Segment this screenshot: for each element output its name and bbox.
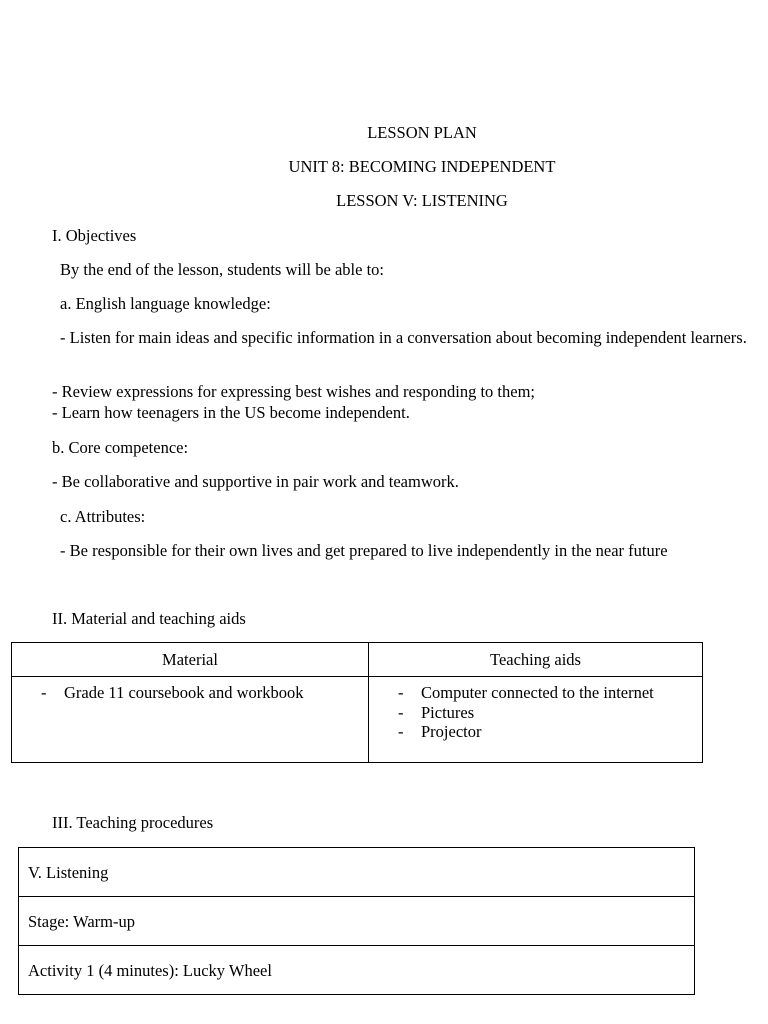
materials-table (11, 642, 703, 763)
knowledge-heading: a. English language knowledge: (60, 294, 271, 313)
competence-heading: b. Core competence: (52, 438, 189, 457)
procedures-heading: III. Teaching procedures (52, 813, 214, 832)
teaching-aids-cell (369, 677, 703, 763)
attributes-heading: c. Attributes: (60, 507, 146, 526)
knowledge-item: - Review expressions for expressing best wishes and responding to them; (52, 382, 535, 401)
knowledge-item: - Listen for main ideas and specific information in a conversation about becoming independent learners. (60, 328, 747, 347)
table-row: Activity 1 (4 minutes): Lucky Wheel (19, 946, 695, 995)
attributes-item: - Be responsible for their own lives and get prepared to live independently in the near future (60, 541, 668, 560)
materials-heading: II. Material and teaching aids (52, 609, 246, 628)
procedures-table (18, 847, 695, 995)
knowledge-item: - Learn how teenagers in the US become independent. (52, 403, 410, 422)
material-list (12, 683, 368, 703)
list-item: - Grade 11 coursebook and workbook (41, 683, 304, 702)
table-row: V. Listening (19, 848, 695, 897)
teaching-aids-column-header: Teaching aids (369, 643, 703, 677)
teaching-aids-list (369, 683, 702, 742)
lesson-title: LESSON V: LISTENING (336, 191, 508, 210)
objectives-intro: By the end of the lesson, students will be able to: (60, 260, 384, 279)
list-item: - Pictures (398, 702, 475, 722)
material-cell (12, 677, 369, 763)
list-item: - Computer connected to the internet (398, 683, 654, 702)
table-row: Stage: Warm-up (19, 897, 695, 946)
list-item: - Projector (398, 722, 482, 741)
objectives-heading: I. Objectives (52, 226, 137, 245)
competence-item: - Be collaborative and supportive in pair work and teamwork. (52, 472, 459, 491)
unit-title: UNIT 8: BECOMING INDEPENDENT (288, 157, 556, 176)
page-title: LESSON PLAN (367, 123, 477, 142)
material-column-header: Material (12, 643, 369, 677)
